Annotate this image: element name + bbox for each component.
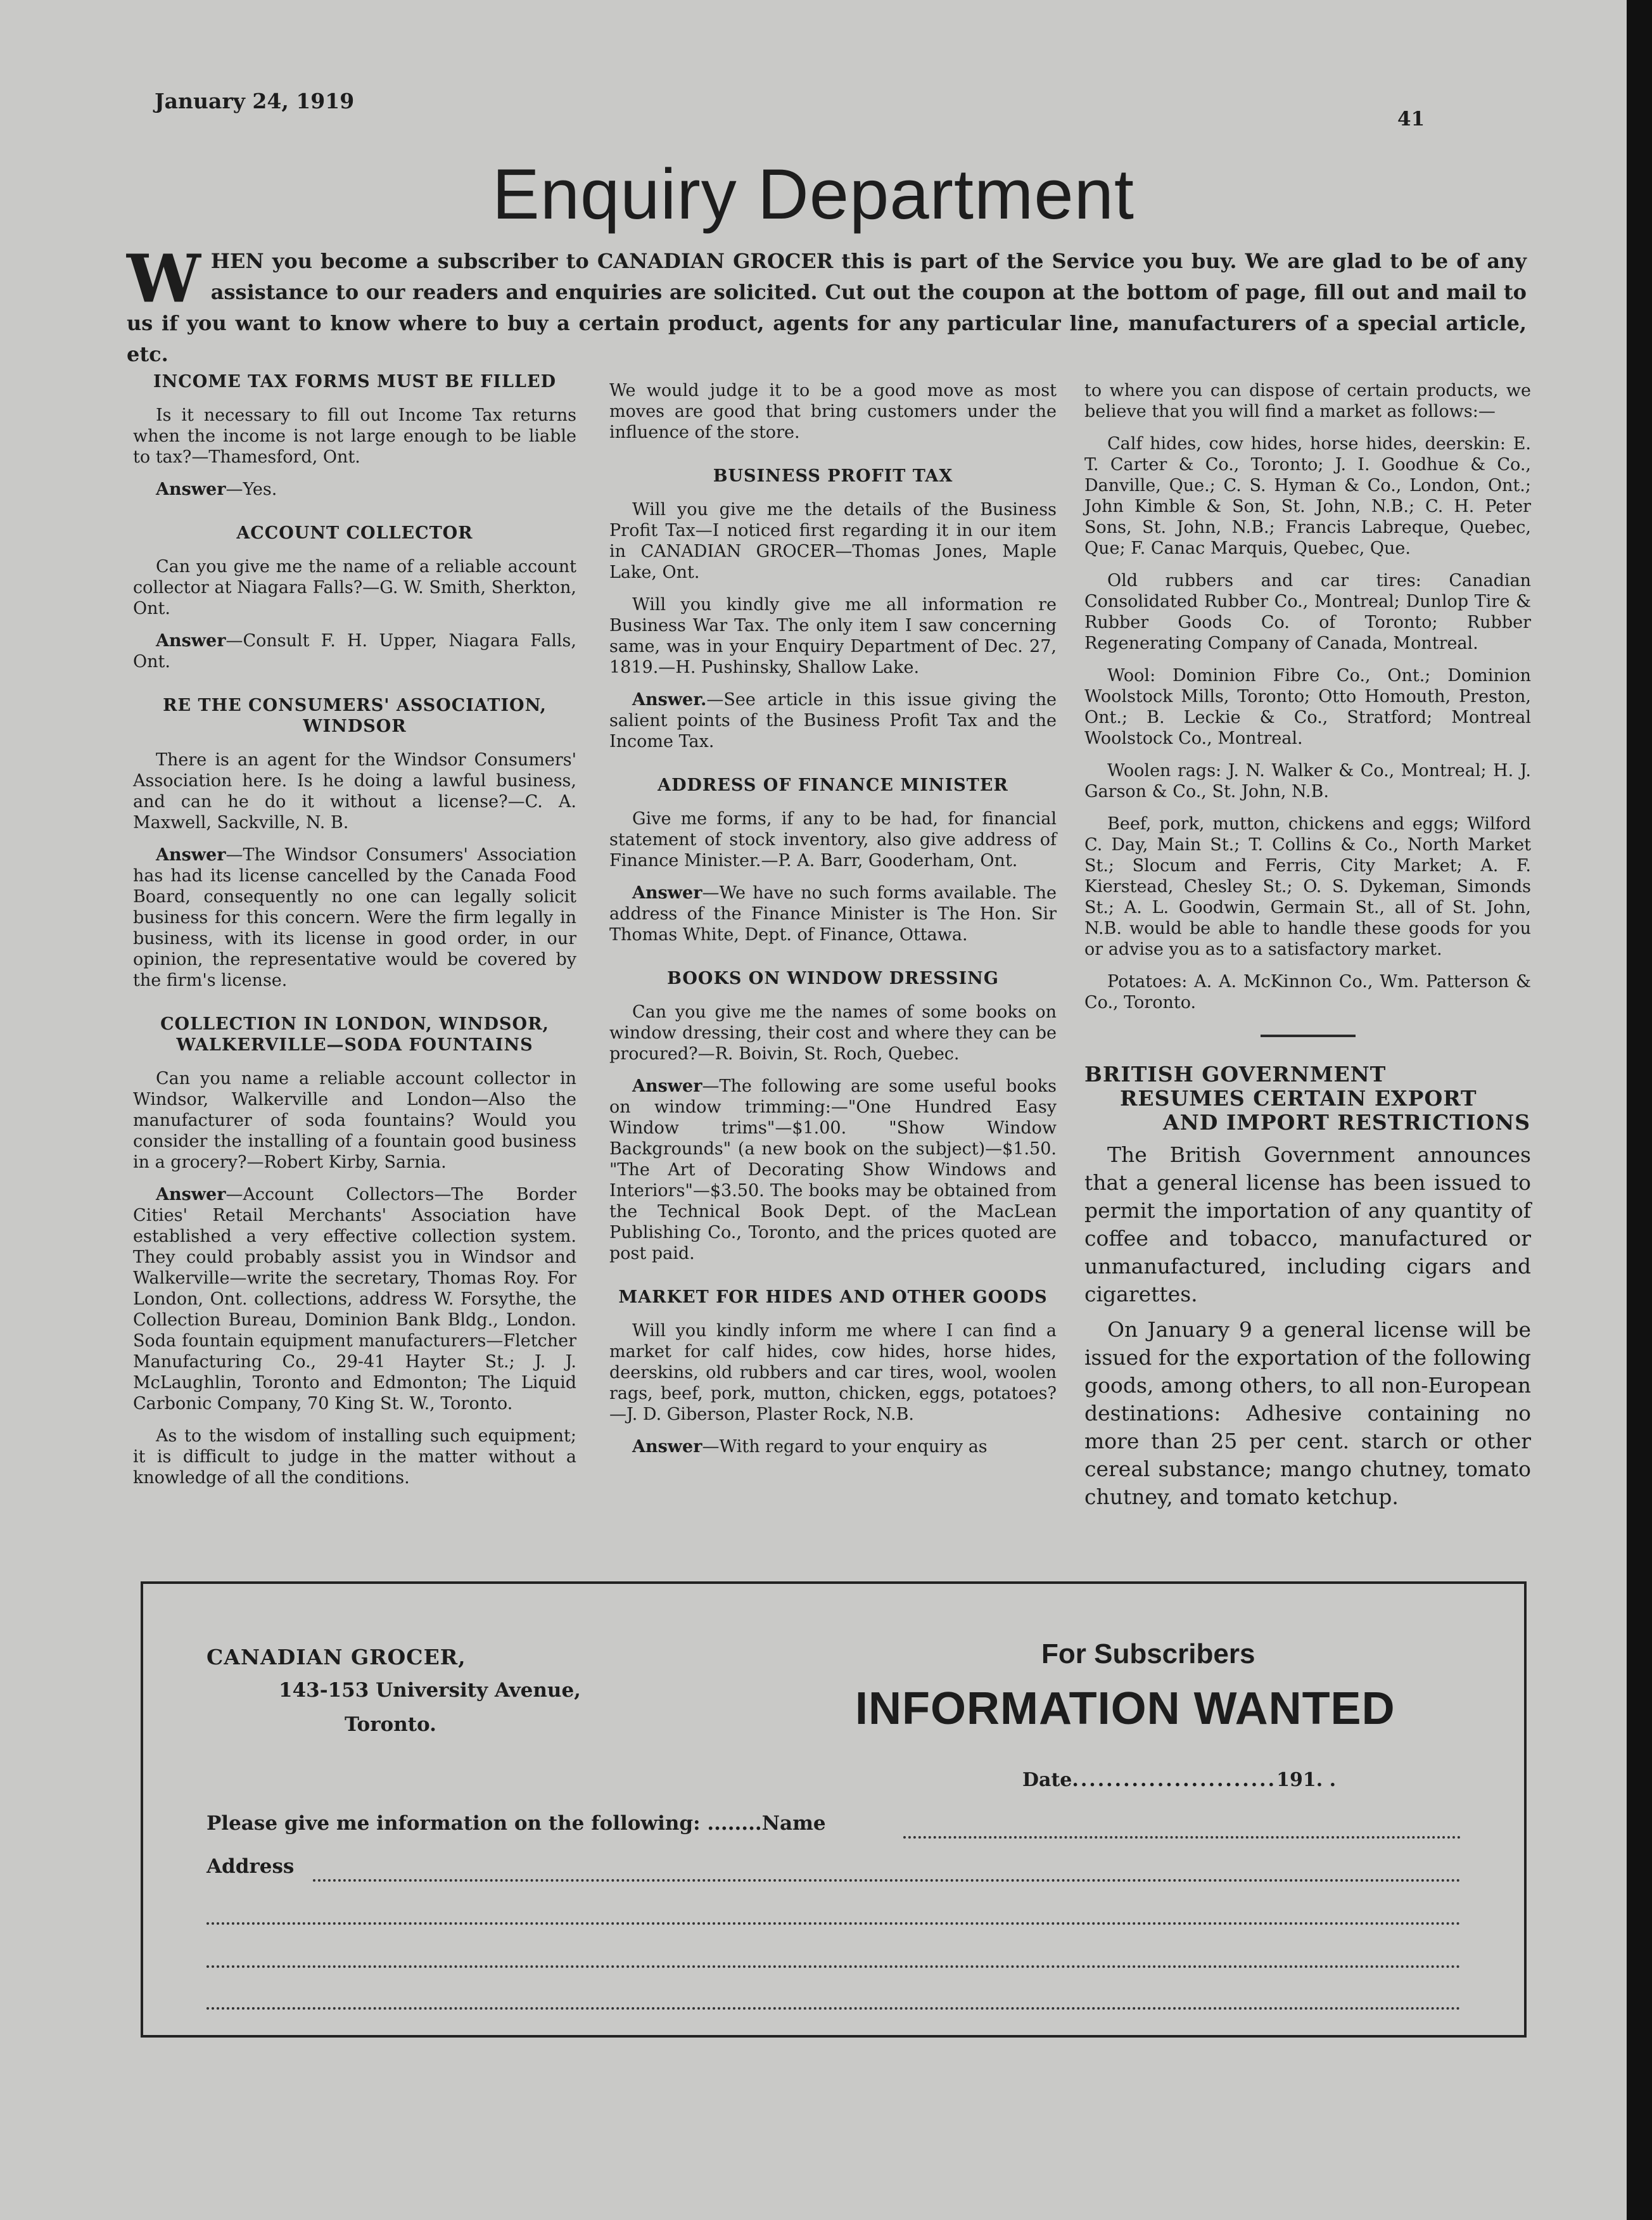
subscriber-coupon: [141, 1581, 1527, 2038]
answer-label: Answer: [156, 845, 226, 865]
continued-text: to where you can dispose of certain products, we believe that you will find a market as follows:—: [1084, 381, 1531, 421]
market-listing: Woolen rags: J. N. Walker & Co., Montreal; H. J. Garson & Co., St. John, N.B.: [1084, 761, 1531, 801]
article-heading-line: AND IMPORT RESTRICTIONS: [1163, 1110, 1531, 1135]
answer-label: Answer.: [632, 690, 707, 710]
answer-text: [609, 883, 1057, 945]
coupon-blank-line[interactable]: [206, 1965, 1461, 1968]
continued-text: We would judge it to be a good move as most moves are good that bring customers under the influence of the store.: [609, 381, 1057, 442]
answer-label: Answer: [632, 1076, 702, 1096]
answer-label: Answer: [632, 883, 702, 903]
section-heading: ACCOUNT COLLECTOR: [236, 523, 473, 543]
coupon-blank-line[interactable]: [206, 2007, 1461, 2010]
column-1: [133, 371, 576, 1500]
section-heading: RE THE CONSUMERS' ASSOCIATION, WINDSOR: [163, 696, 547, 736]
coupon-date-dots: ........................: [1072, 1769, 1277, 1791]
answer-text: [609, 689, 1057, 752]
coupon-publisher-name: CANADIAN GROCER,: [206, 1645, 466, 1669]
article-heading-line: BRITISH GOVERNMENT: [1084, 1062, 1387, 1087]
answer-label: Answer: [632, 1437, 702, 1457]
page-number: 41: [1397, 108, 1425, 131]
market-listing: Wool: Dominion Fibre Co., Ont.; Dominion Woolstock Mills, Toronto; Otto Homouth, Preston, Ont.; B. Leckie & Co., Stratford; Montreal Woolstock Co., Montreal.: [1084, 666, 1531, 748]
answer-body: —See article in this issue giving the salient points of the Business Profit Tax and the Income Tax.: [609, 690, 1057, 751]
column-3: [1084, 380, 1531, 1519]
market-listing: Old rubbers and car tires: Canadian Consolidated Rubber Co., Montreal; Dunlop Tire & Rubber Goods Co. of Toronto; Rubber Regenerating Company of Canada, Montreal.: [1084, 571, 1531, 653]
article-paragraph: On January 9 a general license will be issued for the exportation of the following goods, among others, to all non-European destinations: Adhesive containing no more than 25 per cent. starch or other cereal substance; mango chutney, tomato chutney, and tomato ketchup.: [1084, 1317, 1531, 1509]
coupon-request-label: Please give me information on the following: ........Name: [206, 1812, 826, 1835]
coupon-for-subscribers: For Subscribers: [1041, 1638, 1255, 1669]
answer-label: Answer: [156, 480, 226, 499]
coupon-blank-line[interactable]: [206, 1922, 1461, 1925]
section-heading: INCOME TAX FORMS MUST BE FILLED: [153, 372, 556, 392]
market-listing: Calf hides, cow hides, horse hides, deerskin: E. T. Carter & Co., Toronto; J. I. Goodhue & Co., Danville, Que.; C. S. Hyman & Co., London, Ont.; John Kimble & Son, St. John, N.B.; C. H. Peter Sons, St. John, N.B.; Francis Labreque, Quebec, Que; F. Canac Marquis, Quebec, Que.: [1084, 434, 1531, 558]
coupon-street-address: 143-153 University Avenue,: [279, 1679, 581, 1702]
question-text: Will you kindly give me all information re Business War Tax. The only item I saw concerning same, was in your Enquiry Department of Dec. 27, 1819.—H. Pushinsky, Shallow Lake.: [609, 595, 1057, 677]
answer-label: Answer: [156, 631, 226, 651]
coupon-date-label: Date: [1022, 1769, 1072, 1791]
issue-date: January 24, 1919: [155, 89, 355, 113]
section-heading: COLLECTION IN LONDON, WINDSOR, WALKERVILLE—SODA FOUNTAINS: [160, 1014, 549, 1055]
question-text: Can you give me the names of some books on window dressing, their cost and where they can be procured?—R. Boivin, St. Roch, Quebec.: [609, 1002, 1057, 1064]
section-heading: BUSINESS PROFIT TAX: [713, 466, 953, 486]
answer-text: [133, 845, 576, 991]
answer-body: —The Windsor Consumers' Association has had its license cancelled by the Canada Food Board, consequently no one can legally solicit business for this concern. Were the firm legally in business, with its license in good order, in our opinion, the representative would be covered by the firm's license.: [133, 845, 576, 990]
answer-text: [133, 1184, 576, 1414]
answer-body: —We have no such forms available. The address of the Finance Minister is The Hon. Sir Thomas White, Dept. of Finance, Ottawa.: [609, 883, 1057, 945]
coupon-address-line[interactable]: [313, 1879, 1461, 1882]
answer-body: —Consult F. H. Upper, Niagara Falls, Ont.: [133, 631, 576, 672]
question-text: There is an agent for the Windsor Consumers' Association here. Is he doing a lawful business, and can he do it without a license?—C. A. Maxwell, Sackville, N. B.: [133, 750, 576, 832]
question-text: Will you give me the details of the Business Profit Tax—I noticed first regarding it in our item in CANADIAN GROCER—Thomas Jones, Maple Lake, Ont.: [609, 500, 1057, 582]
answer-text: [133, 630, 576, 672]
article-paragraph: The British Government announces that a general license has been issued to permit the importation of any quantity of coffee and tobacco, manufactured or unmanufactured, including cigars and cigarettes.: [1084, 1142, 1531, 1306]
column-2: [609, 380, 1057, 1469]
intro-text: HEN you become a subscriber to CANADIAN GROCER this is part of the Service you buy. We are glad to be of any assistance to our readers and enquiries are solicited. Cut out the coupon at the bottom of page, fill out and mail to us if you want to know where to buy a certain product, agents for any particular line, manufacturers of a special article, etc.: [127, 249, 1527, 366]
market-listing: Beef, pork, mutton, chickens and eggs; Wilford C. Day, Main St.; T. Collins & Co., North Market St.; Slocum and Ferris, City Market; A. F. Kierstead, Chesley St.; O. S. Dykeman, Simonds St.; A. L. Goodwin, Germain St., all of St. John, N.B. would be able to handle these goods for you or advise you as to a satisfactory market.: [1084, 814, 1531, 959]
article-heading-line: RESUMES CERTAIN EXPORT: [1120, 1086, 1477, 1111]
coupon-heading: INFORMATION WANTED: [855, 1683, 1395, 1734]
market-listing: Potatoes: A. A. McKinnon Co., Wm. Patterson & Co., Toronto.: [1084, 972, 1531, 1012]
answer-body: —The following are some useful books on window trimming:—"One Hundred Easy Window trims"—$1.00. "Show Window Backgrounds" (a new book on the subject)—$1.50. "The Art of Decorating Show Windows and Interiors"—$3.50. The books may be obtained from the Technical Book Dept. of the MacLean Publishing Co., Toronto, and the prices quoted are post paid.: [609, 1076, 1057, 1263]
question-text: Give me forms, if any to be had, for financial statement of stock inventory, also give address of Finance Minister.—P. A. Barr, Gooderham, Ont.: [609, 809, 1057, 871]
coupon-address-label: Address: [206, 1855, 295, 1878]
article-heading: [1084, 1062, 1531, 1135]
answer-continued: As to the wisdom of installing such equipment; it is difficult to judge in the matter without a knowledge of all the conditions.: [133, 1426, 576, 1488]
coupon-name-line[interactable]: [903, 1836, 1461, 1839]
coupon-date-suffix: 191. .: [1276, 1769, 1337, 1791]
answer-text: [609, 1436, 1057, 1457]
drop-cap: W: [127, 239, 201, 317]
page-title: Enquiry Department: [492, 155, 1135, 234]
coupon-city: Toronto.: [345, 1713, 436, 1736]
question-text: Will you kindly inform me where I can find a market for calf hides, cow hides, horse hides, deerskins, old rubbers and car tires, wool, woolen rags, beef, pork, mutton, chicken, eggs, potatoes?—J. D. Giberson, Plaster Rock, N.B.: [609, 1321, 1057, 1424]
section-heading: ADDRESS OF FINANCE MINISTER: [658, 775, 1008, 795]
section-divider: [1261, 1035, 1356, 1037]
answer-body: —With regard to your enquiry as: [702, 1437, 988, 1457]
answer-body: —Account Collectors—The Border Cities' Retail Merchants' Association have established a very effective collection system. They could probably assist you in Windsor and Walkerville—write the secretary, Thomas Roy. For London, Ont. collections, address W. Forsythe, the Collection Bureau, Dominion Bank Bldg., London. Soda fountain equipment manufacturers—Fletcher Manufacturing Co., 29-41 Hayter St.; J. J. McLaughlin, Toronto and Edmonton; The Liquid Carbonic Company, 70 King St. W., Toronto.: [133, 1185, 576, 1413]
section-heading: BOOKS ON WINDOW DRESSING: [667, 969, 999, 988]
coupon-date-field[interactable]: [1022, 1769, 1336, 1791]
question-text: Can you name a reliable account collector in Windsor, Walkerville and London—Also the manufacturer of soda fountains? Would you consider the installing of a fountain good business in a grocery?—Robert Kirby, Sarnia.: [133, 1069, 576, 1172]
answer-body: —Yes.: [226, 480, 277, 499]
intro-paragraph: [127, 239, 1527, 370]
question-text: Can you give me the name of a reliable account collector at Niagara Falls?—G. W. Smith, Sherkton, Ont.: [133, 557, 576, 618]
answer-label: Answer: [156, 1185, 226, 1204]
answer-text: [609, 1076, 1057, 1264]
answer-text: [133, 479, 576, 500]
question-text: Is it necessary to fill out Income Tax returns when the income is not large enough to be liable to tax?—Thamesford, Ont.: [133, 405, 576, 467]
section-heading: MARKET FOR HIDES AND OTHER GOODS: [618, 1287, 1048, 1307]
